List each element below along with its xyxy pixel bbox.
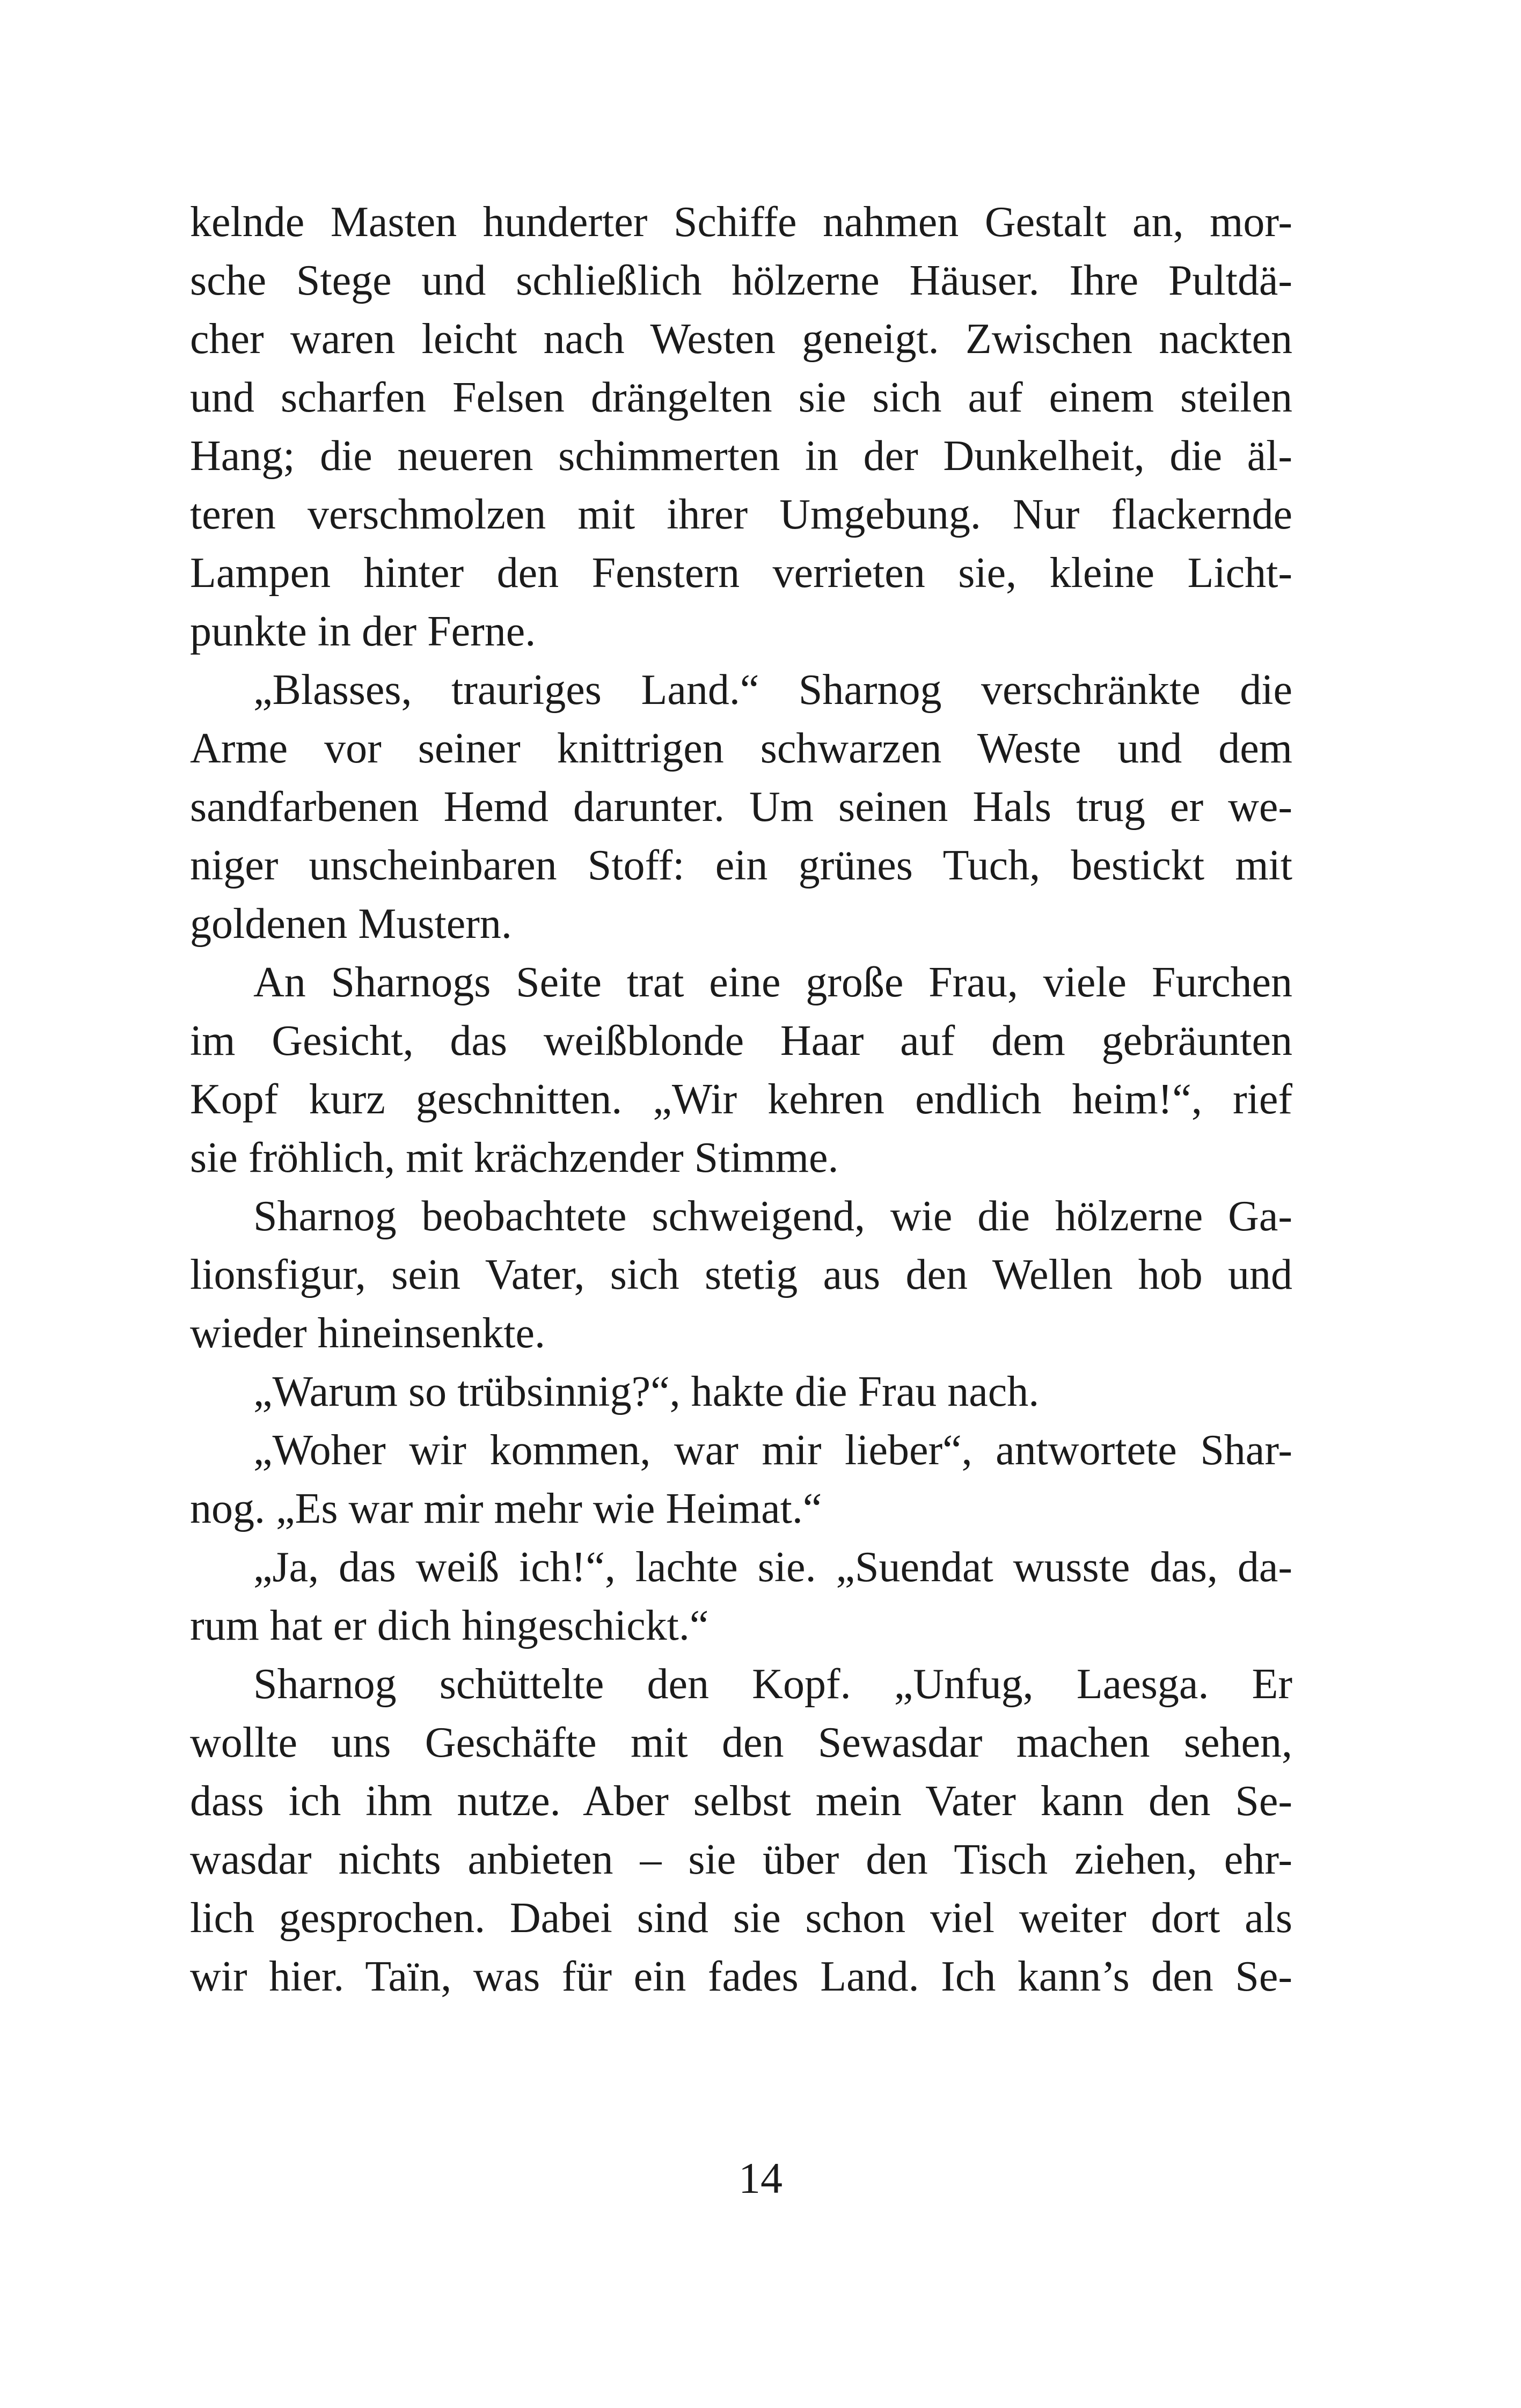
text-line: im Gesicht, das weißblonde Haar auf dem gebräunten [190, 1017, 1292, 1064]
text-line: Arme vor seiner knittrigen schwarzen Weste und dem [190, 725, 1292, 772]
text-line: lich gesprochen. Dabei sind sie schon viel weiter dort als [190, 1895, 1292, 1942]
text-line: rum hat er dich hingeschickt.“ [190, 1602, 709, 1649]
text-line: kelnde Masten hunderter Schiffe nahmen Gestalt an, mor- [190, 199, 1292, 246]
text-line: Lampen hinter den Fenstern verrieten sie, kleine Licht- [190, 549, 1292, 597]
text-line: wollte uns Geschäfte mit den Sewasdar machen sehen, [190, 1719, 1292, 1766]
text-line: „Blasses, trauriges Land.“ Sharnog verschränkte die [253, 666, 1292, 714]
text-line: „Woher wir kommen, war mir lieber“, antwortete Shar- [253, 1427, 1292, 1474]
text-line: „Warum so trübsinnig?“, hakte die Frau nach. [253, 1368, 1040, 1415]
text-line: wieder hineinsenkte. [190, 1310, 545, 1357]
text-line: cher waren leicht nach Westen geneigt. Zwischen nackten [190, 315, 1292, 363]
text-line: goldenen Mustern. [190, 900, 512, 948]
text-line: niger unscheinbaren Stoff: ein grünes Tuch, bestickt mit [190, 842, 1292, 889]
text-line: nog. „Es war mir mehr wie Heimat.“ [190, 1485, 822, 1532]
text-line: sandfarbenen Hemd darunter. Um seinen Hals trug er we- [190, 783, 1292, 831]
text-line: Hang; die neueren schimmerten in der Dunkelheit, die äl- [190, 432, 1292, 480]
text-line: punkte in der Ferne. [190, 608, 536, 655]
text-line: „Ja, das weiß ich!“, lachte sie. „Suendat wusste das, da- [253, 1544, 1292, 1591]
text-line: Sharnog schüttelte den Kopf. „Unfug, Laesga. Er [253, 1661, 1292, 1708]
text-line: An Sharnogs Seite trat eine große Frau, viele Furchen [253, 959, 1292, 1006]
text-line: Kopf kurz geschnitten. „Wir kehren endlich heim!“, rief [190, 1076, 1292, 1123]
body-text [190, 193, 1292, 2006]
text-line: dass ich ihm nutze. Aber selbst mein Vater kann den Se- [190, 1778, 1292, 1825]
text-line: und scharfen Felsen drängelten sie sich auf einem steilen [190, 374, 1292, 421]
page-number: 14 [738, 2154, 783, 2203]
text-line: wasdar nichts anbieten – sie über den Tisch ziehen, ehr- [190, 1836, 1292, 1883]
text-line: sche Stege und schließlich hölzerne Häuser. Ihre Pultdä- [190, 257, 1292, 304]
text-line: sie fröhlich, mit krächzender Stimme. [190, 1134, 839, 1181]
text-line: lionsfigur, sein Vater, sich stetig aus den Wellen hob und [190, 1251, 1292, 1298]
text-line: teren verschmolzen mit ihrer Umgebung. Nur flackernde [190, 491, 1292, 538]
text-line: Sharnog beobachtete schweigend, wie die hölzerne Ga- [253, 1193, 1292, 1240]
text-line: wir hier. Taïn, was für ein fades Land. Ich kann’s den Se- [190, 1953, 1292, 2000]
